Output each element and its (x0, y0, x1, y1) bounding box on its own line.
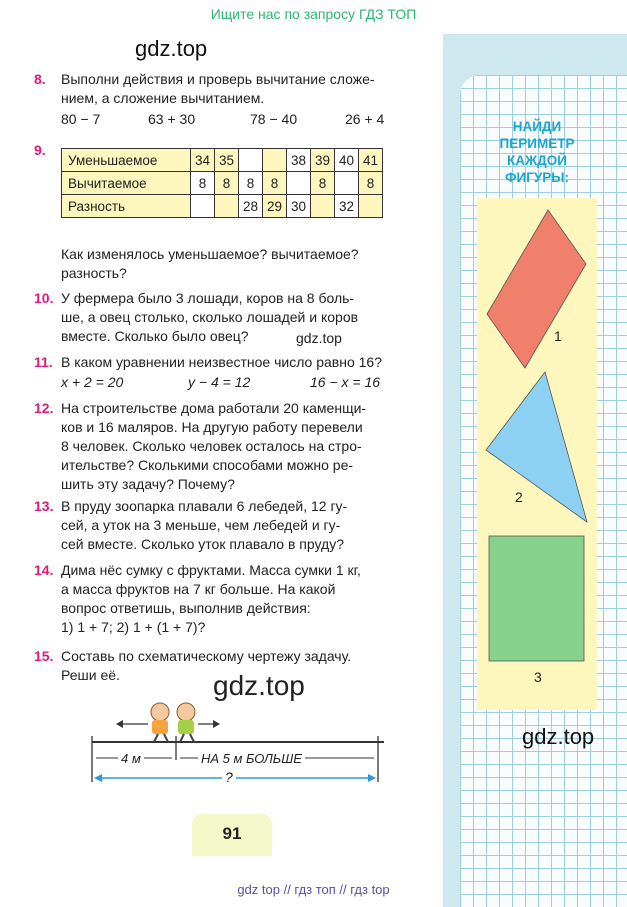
watermark: gdz.top (213, 670, 305, 701)
figure-label-1: 1 (554, 328, 562, 344)
text-line: У фермера было 3 лошади, коров на 8 боль- (61, 290, 355, 306)
task-number: 9. (34, 142, 46, 158)
task-10-text (61, 289, 358, 346)
text-line: ков и 16 маляров. На другую работу перевели (61, 419, 363, 435)
task-number: 15. (34, 648, 54, 664)
table-cell (359, 195, 383, 218)
table-cell: 35 (215, 149, 239, 172)
text-line: ше, а овец столько, сколько лошадей и коров (61, 309, 359, 325)
table-cell: 29 (263, 195, 287, 218)
row-header: Уменьшаемое (62, 149, 191, 172)
text-line: нием, а сложение вычитанием. (61, 90, 265, 106)
task-13-text (61, 497, 347, 554)
square-figure (489, 536, 584, 661)
arrow-head (94, 774, 102, 782)
table-cell (263, 149, 287, 172)
table-cell: 28 (239, 195, 263, 218)
table-cell: 8 (191, 172, 215, 195)
task-11-text: В каком уравнении неизвестное число равно 16? (61, 354, 382, 370)
table-cell: 34 (191, 149, 215, 172)
expression: 78 − 40 (250, 111, 298, 127)
table-cell (239, 149, 263, 172)
task-12-text (61, 399, 366, 494)
watermark: gdz.top (296, 330, 342, 346)
task-number: 10. (34, 290, 54, 306)
table-cell: 30 (287, 195, 311, 218)
question-mark: ? (222, 769, 236, 785)
text-line: На строительстве дома работали 20 каменщи- (61, 400, 367, 416)
table-cell: 8 (239, 172, 263, 195)
text-line: разность? (61, 265, 127, 281)
equation: x + 2 = 20 (61, 374, 124, 390)
table-cell: 8 (311, 172, 335, 195)
footer-links[interactable]: gdz top // гдз топ // гдз top (237, 882, 390, 897)
table-cell: 40 (335, 149, 359, 172)
table-row (62, 172, 383, 195)
equation: y − 4 = 12 (188, 374, 251, 390)
segment-label-right: НА 5 м БОЛЬШЕ (198, 751, 305, 766)
text-line: ительстве? Сколькими способами можно ре- (61, 457, 354, 473)
page-number: 91 (192, 814, 272, 856)
watermark: gdz.top (135, 36, 208, 61)
top-banner[interactable]: Ищите нас по запросу ГДЗ ТОП (210, 6, 417, 22)
table-row (62, 149, 383, 172)
segment-label-left: 4 м (118, 751, 144, 766)
text-line: вопрос ответишь, выполнив действия: (61, 600, 311, 616)
parallelogram-figure (487, 210, 586, 368)
task-number: 12. (34, 400, 54, 416)
subtraction-table (61, 148, 383, 218)
table-cell (311, 195, 335, 218)
text-line: Выполни действия и проверь вычитание сложе- (61, 71, 375, 87)
table-cell (215, 195, 239, 218)
text-line: шить эту задачу? Почему? (61, 476, 235, 492)
table-cell: 38 (287, 149, 311, 172)
task-number: 14. (34, 562, 54, 578)
text-line: сей, а уток на 3 меньше, чем лебедей и гу- (61, 517, 341, 533)
text-line: 1) 1 + 7; 2) 1 + (1 + 7)? (61, 619, 206, 635)
task-9-question (61, 245, 359, 283)
text-line: Реши её. (61, 667, 120, 683)
text-line: сей вместе. Сколько уток плавало в пруду? (61, 536, 344, 552)
figures-svg (477, 198, 597, 710)
watermark: gdz.top (522, 724, 595, 749)
task-number: 13. (34, 498, 54, 514)
table-cell: 41 (359, 149, 383, 172)
text-line: Составь по схематическому чертежу задачу. (61, 648, 352, 664)
task-number: 8. (34, 71, 46, 87)
text-line: В пруду зоопарка плавали 6 лебедей, 12 гу- (61, 498, 348, 514)
text-line: Как изменялось уменьшаемое? вычитаемое? (61, 246, 359, 262)
expression: 80 − 7 (61, 111, 101, 127)
figure-label-3: 3 (534, 669, 542, 685)
table-cell: 8 (359, 172, 383, 195)
table-cell (335, 172, 359, 195)
text-line: 8 человек. Сколько человек осталось на стро- (61, 438, 362, 454)
table-row (62, 195, 383, 218)
walking-kids-illustration (151, 703, 195, 742)
table-cell (287, 172, 311, 195)
text-line: а масса фруктов на 7 кг больше. На какой (61, 581, 336, 597)
heading-line: ФИГУРЫ: (505, 170, 569, 185)
row-header: Разность (62, 195, 191, 218)
expression: 26 + 4 (345, 111, 385, 127)
task-15-text (61, 647, 351, 685)
table-cell: 39 (311, 149, 335, 172)
heading-line: НАЙДИ (512, 119, 562, 134)
figure-label-2: 2 (515, 489, 523, 505)
arrow-head (368, 774, 376, 782)
triangle-figure (486, 372, 587, 522)
heading-line: КАЖДОЙ (506, 153, 567, 168)
table-cell (191, 195, 215, 218)
figures-heading (477, 118, 597, 186)
row-header: Вычитаемое (62, 172, 191, 195)
table-cell: 8 (215, 172, 239, 195)
task-number: 11. (34, 354, 53, 370)
table-cell: 8 (263, 172, 287, 195)
heading-line: ПЕРИМЕТР (499, 136, 575, 151)
task-8-text (61, 70, 375, 108)
task-14-text (61, 561, 361, 637)
expression: 63 + 30 (148, 111, 196, 127)
equation: 16 − x = 16 (310, 374, 381, 390)
text-line: вместе. Сколько было овец? (61, 328, 249, 344)
schematic-diagram (88, 700, 388, 795)
text-line: Дима нёс сумку с фруктами. Масса сумки 1 кг, (61, 562, 361, 578)
table-cell: 32 (335, 195, 359, 218)
